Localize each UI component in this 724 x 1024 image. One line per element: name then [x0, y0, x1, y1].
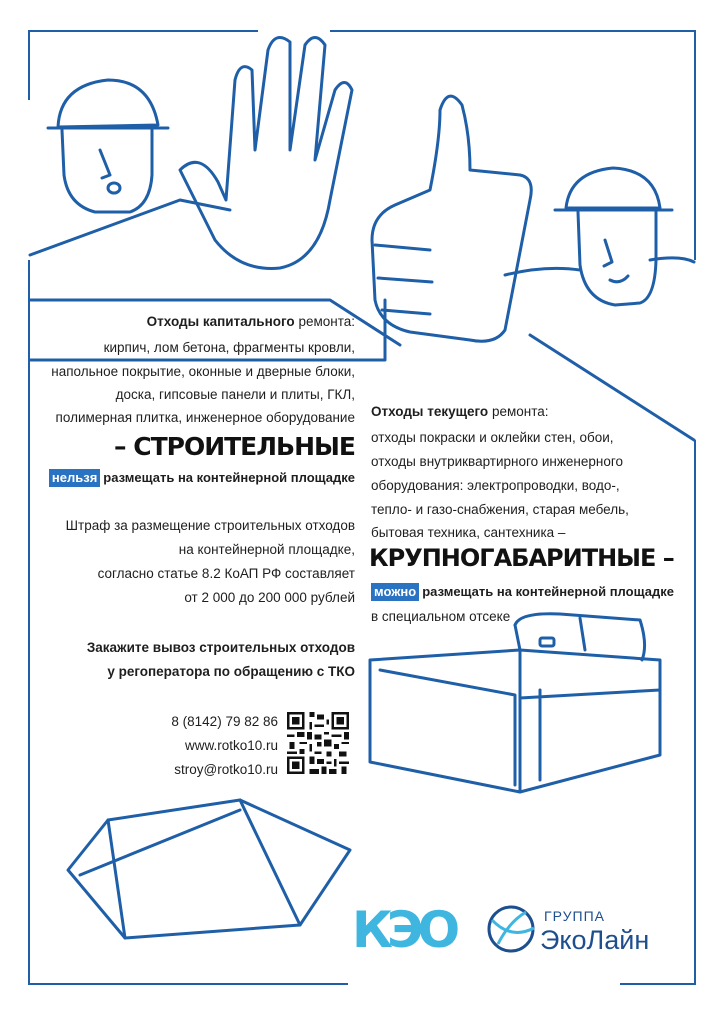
container-open-icon	[370, 614, 660, 792]
current-repair-line-4: тепло- и газо-снабжения, старая мебель,	[371, 502, 629, 517]
capital-repair-line-2: напольное покрытие, оконные и дверные блоки,	[51, 364, 355, 379]
fine-line-1: Штраф за размещение строительных отходов	[65, 518, 355, 533]
current-repair-line-5: бытовая техника, сантехника –	[371, 525, 566, 540]
bulky-category-label: КРУПНОГАБАРИТНЫЕ	[369, 544, 656, 572]
capital-repair-line-3: доска, гипсовые панели и плиты, ГКЛ,	[115, 387, 355, 402]
current-repair-line-3: оборудования: электропроводки, водо-,	[371, 478, 620, 493]
skip-bin-icon	[68, 800, 350, 938]
bulky-category	[369, 541, 674, 575]
current-repair-heading-bold: Отходы текущего	[371, 404, 489, 419]
forbidden-badge: нельзя	[49, 469, 100, 487]
order-line-2: у регоператора по обращению с ТКО	[107, 664, 355, 679]
contact-phone[interactable]: 8 (8142) 79 82 86	[171, 714, 278, 729]
construction-placement-text: размещать на контейнерной площадке	[103, 470, 355, 485]
contact-email[interactable]: stroy@rotko10.ru	[174, 762, 278, 777]
capital-repair-heading-bold: Отходы капитального	[146, 314, 295, 329]
bulky-placement	[371, 581, 674, 603]
bulky-dash: –	[662, 544, 674, 572]
construction-dash: –	[114, 432, 126, 461]
bulky-last-line: в специальном отсеке	[371, 609, 511, 624]
capital-repair-heading-rest: ремонта:	[294, 314, 355, 329]
logo-mark: КЭО	[352, 901, 455, 959]
current-repair-heading	[371, 401, 549, 423]
contact-website[interactable]: www.rotko10.ru	[184, 738, 278, 753]
construction-category	[114, 431, 355, 463]
logo-company: ЭкоЛайн	[540, 925, 650, 955]
fine-line-4: от 2 000 до 200 000 рублей	[184, 590, 355, 605]
capital-repair-line-4: полимерная плитка, инженерное оборудование	[55, 410, 355, 425]
current-repair-line-1: отходы покраски и оклейки стен, обои,	[371, 430, 614, 445]
current-repair-line-2: отходы внутриквартирного инженерного	[371, 454, 623, 469]
logo-group-label: ГРУППА	[544, 908, 605, 924]
eco-globe-icon	[484, 902, 538, 956]
stop-hand-icon	[180, 38, 352, 269]
construction-category-label: СТРОИТЕЛЬНЫЕ	[133, 432, 355, 461]
bulky-placement-text: размещать на контейнерной площадке	[422, 584, 674, 599]
fine-line-3: согласно статье 8.2 КоАП РФ составляет	[97, 566, 355, 581]
construction-placement	[49, 467, 355, 489]
worker-ok-icon	[505, 168, 694, 440]
fine-line-2: на контейнерной площадке,	[178, 542, 355, 557]
capital-repair-heading	[147, 311, 355, 333]
current-repair-heading-rest: ремонта:	[488, 404, 549, 419]
order-line-1: Закажите вывоз строительных отходов	[86, 640, 355, 655]
capital-repair-line-1: кирпич, лом бетона, фрагменты кровли,	[103, 340, 355, 355]
qr-code-icon[interactable]	[287, 712, 349, 774]
allowed-badge: можно	[371, 583, 419, 601]
worker-stop-icon	[30, 80, 230, 255]
company-logo	[352, 900, 682, 960]
